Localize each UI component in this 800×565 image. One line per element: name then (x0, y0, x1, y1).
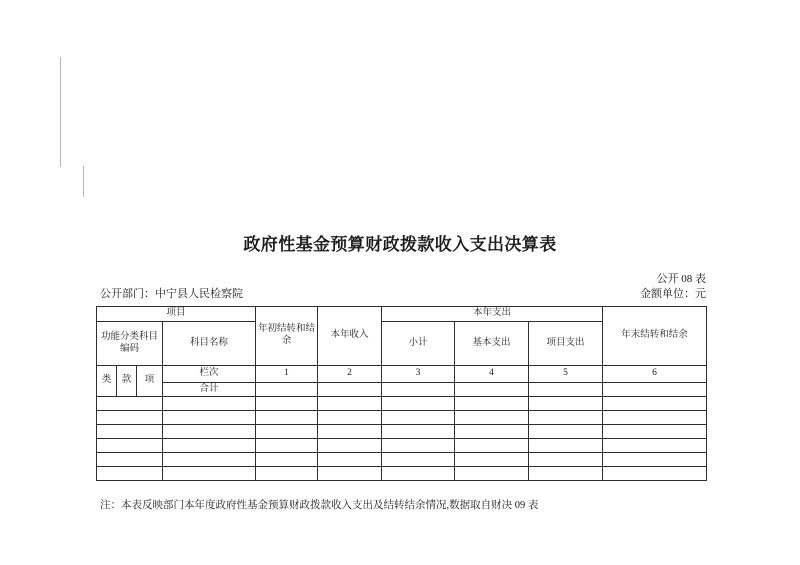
page-title: 政府性基金预算财政拨款收入支出决算表 (243, 235, 557, 254)
empty-cell (455, 439, 529, 453)
empty-cell (382, 453, 455, 467)
fund-budget-table (96, 306, 707, 481)
empty-cell (455, 467, 529, 481)
empty-cell (318, 411, 382, 425)
empty-cell (455, 425, 529, 439)
total-value-cell (455, 383, 529, 397)
table-header-body (97, 307, 707, 397)
header-subject-name: 科目名称 (163, 322, 256, 366)
empty-cell (318, 453, 382, 467)
empty-cell (163, 439, 256, 453)
empty-cell (256, 453, 318, 467)
empty-cell (97, 439, 163, 453)
header-class: 类 (97, 366, 117, 397)
empty-cell (603, 425, 707, 439)
empty-cell (163, 397, 256, 411)
empty-cell (382, 397, 455, 411)
empty-cell (163, 467, 256, 481)
empty-cell (318, 439, 382, 453)
column-number-cell: 1 (256, 366, 318, 383)
empty-cell (529, 467, 603, 481)
empty-cell (97, 397, 163, 411)
empty-cell (529, 397, 603, 411)
empty-cell (603, 453, 707, 467)
empty-row (97, 425, 707, 439)
header-item: 项 (137, 366, 163, 397)
empty-cell (529, 425, 603, 439)
empty-cell (318, 467, 382, 481)
empty-cell (163, 411, 256, 425)
total-value-cell (382, 383, 455, 397)
empty-cell (256, 467, 318, 481)
empty-cell (97, 411, 163, 425)
total-value-cell (318, 383, 382, 397)
empty-cell (455, 453, 529, 467)
header-row-1 (97, 307, 707, 322)
header-project-group: 项目 (97, 307, 256, 322)
empty-cell (455, 397, 529, 411)
header-current-expenditure: 本年支出 (382, 307, 603, 322)
header-basic-expenditure: 基本支出 (455, 322, 529, 366)
empty-row (97, 453, 707, 467)
total-row (97, 383, 707, 397)
empty-cell (529, 411, 603, 425)
empty-cell (382, 467, 455, 481)
amount-unit-label: 金额单位：元 (640, 288, 706, 300)
empty-cell (97, 467, 163, 481)
total-value-cell (529, 383, 603, 397)
empty-cell (97, 425, 163, 439)
empty-cell (256, 425, 318, 439)
empty-cell (256, 439, 318, 453)
header-project-expenditure: 项目支出 (529, 322, 603, 366)
empty-row (97, 467, 707, 481)
empty-cell (603, 467, 707, 481)
empty-cell (529, 439, 603, 453)
empty-cell (256, 397, 318, 411)
empty-cell (318, 425, 382, 439)
empty-cell (603, 411, 707, 425)
header-year-end-balance: 年末结转和结余 (603, 307, 707, 366)
header-opening-balance: 年初结转和结余 (256, 307, 318, 366)
empty-row (97, 439, 707, 453)
table-empty-rows (97, 397, 707, 481)
table-note: 注：本表反映部门本年度政府性基金预算财政拨款收入支出及结转结余情况,数据取自财决 09 表 (100, 500, 539, 511)
column-number-cell: 3 (382, 366, 455, 383)
empty-cell (163, 453, 256, 467)
empty-cell (382, 425, 455, 439)
header-function-code: 功能分类科目编码 (97, 322, 163, 366)
scan-artifact-line-2 (83, 166, 84, 197)
total-value-cell (256, 383, 318, 397)
column-index-row (97, 366, 707, 383)
column-number-cell: 4 (455, 366, 529, 383)
column-number-cell: 5 (529, 366, 603, 383)
header-row-index: 栏次 (163, 366, 256, 383)
header-current-income: 本年收入 (318, 307, 382, 366)
form-number-label: 公开 08 表 (656, 273, 706, 285)
empty-cell (163, 425, 256, 439)
empty-cell (97, 453, 163, 467)
empty-cell (603, 439, 707, 453)
scan-artifact-line-1 (60, 57, 61, 167)
total-value-cell (603, 383, 707, 397)
header-subtotal: 小计 (382, 322, 455, 366)
header-section: 款 (117, 366, 137, 397)
total-label-cell: 合计 (163, 383, 256, 397)
empty-cell (529, 453, 603, 467)
empty-cell (455, 411, 529, 425)
column-number-cell: 2 (318, 366, 382, 383)
department-label: 公开部门：中宁县人民检察院 (100, 288, 243, 300)
empty-cell (603, 397, 707, 411)
column-number-cell: 6 (603, 366, 707, 383)
empty-cell (256, 411, 318, 425)
empty-cell (382, 439, 455, 453)
empty-row (97, 397, 707, 411)
empty-row (97, 411, 707, 425)
empty-cell (318, 397, 382, 411)
empty-cell (382, 411, 455, 425)
